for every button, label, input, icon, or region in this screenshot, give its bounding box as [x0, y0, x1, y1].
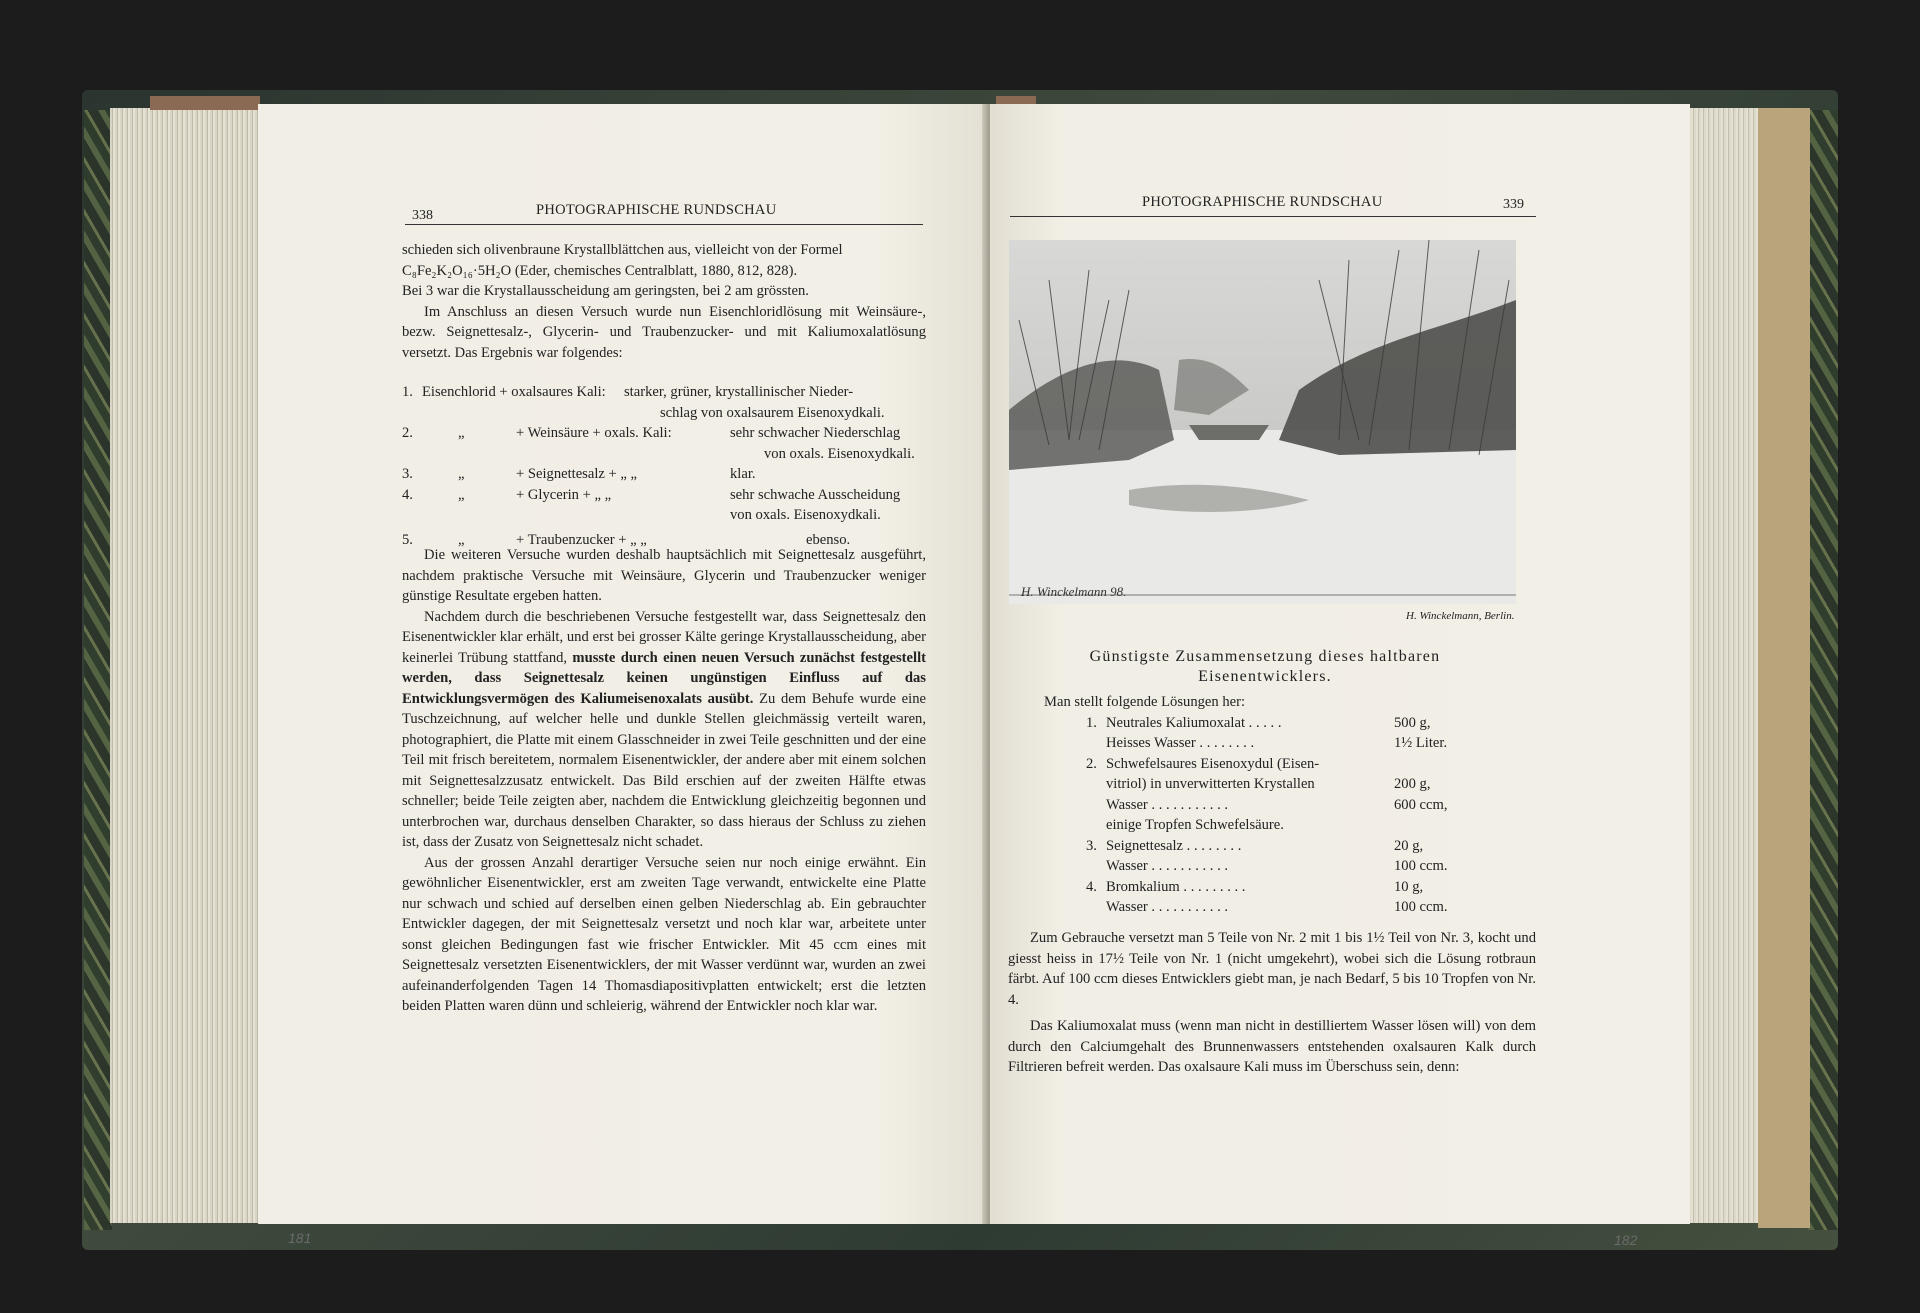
paragraph-gebrauch: Zum Gebrauche versetzt man 5 Teile von Nr. 2 mit 1 bis 1½ Teil von Nr. 3, kocht und giesst heiss in 17½ Teile von Nr. 1 (nicht umgekehrt), wobei sich die Lösung rotbraun färbt. Auf 100 ccm dieses Entwicklers giebt man, je nach Bedarf, 5 bis 10 Tropfen von Nr. 4.: [1008, 930, 1536, 1008]
right-page-number: 339: [1503, 197, 1524, 212]
recipe-num: 2.: [1086, 755, 1097, 772]
recipe-row: [1044, 877, 1534, 898]
photo-image: [1009, 240, 1516, 604]
experiment-result-cont: von oxals. Eisenoxydkali.: [730, 507, 881, 523]
section-heading: [1010, 648, 1520, 686]
experiment-num: 3.: [402, 466, 413, 482]
cover-marbling-right: [1808, 110, 1838, 1230]
headband-left: [150, 96, 260, 110]
recipe-amount: 100 ccm.: [1394, 899, 1448, 915]
experiment-row: [402, 485, 932, 506]
section-heading-line2: Eisenentwicklers.: [1198, 668, 1332, 685]
experiment-mix: Eisenchlorid + oxalsaures Kali:: [422, 384, 606, 400]
experiment-mix: + Seignettesalz + „ „: [516, 466, 638, 482]
left-text-top: [402, 240, 926, 363]
experiment-result: starker, grüner, krystallinischer Nieder-: [624, 384, 854, 400]
experiment-num: 1.: [402, 384, 413, 400]
cover-marbling-left: [84, 110, 112, 1230]
left-head-rule: [405, 224, 923, 225]
experiment-row: [402, 464, 932, 485]
left-page-number: 338: [412, 208, 433, 223]
recipe-row: [1044, 836, 1534, 857]
right-running-head: PHOTOGRAPHISCHE RUNDSCHAU: [1142, 194, 1383, 210]
recipe-text: Heisses Wasser . . . . . . . .: [1106, 735, 1255, 751]
recipe-num: 3.: [1086, 837, 1097, 854]
recipe-amount: 200 g,: [1394, 776, 1431, 792]
recipe-amount: 1½ Liter.: [1394, 735, 1448, 751]
left-text-bottom: [402, 545, 926, 1017]
right-text-bottom: [1008, 928, 1536, 1078]
paragraph-nachdem-a: Nachdem durch die beschriebenen Versuche festgestellt war, dass Seignettesalz den Eisenentwickler klar erhält, und erst bei grosser Kälte geringe Krystallausscheidung, aber keinerlei Trübung stattfand,: [402, 608, 926, 666]
recipe-row: [1044, 815, 1534, 836]
recipe-row: [1044, 774, 1534, 795]
experiment-row-cont: [402, 444, 932, 465]
recipe-row: [1044, 795, 1534, 816]
experiment-result-cont: von oxals. Eisenoxydkali.: [764, 445, 915, 462]
paragraph-nachdem-b: Zu dem Behufe wurde eine Tuschzeichnung, auf welcher helle und dunkle Stellen gleichmässig verteilt waren, photographiert, die Platte mit einem Glasschneider in zwei Teile geschnitten und der eine Teil mit frisch bereitetem, normalem Eisenentwickler, der andere aber mit einem solchen mit Seignettesalzzusatz entwickelt. Das Bild erschien auf der zweiten Hälfte etwas schneller; beide Teile zeigten aber, nachdem die Entwicklung gleichzeitig begonnen und unterbrochen war, durchaus denselben Charakter, so dass hieraus der Schluss zu ziehen ist, dass der Zusatz von Seignettesalz nicht schadet.: [402, 690, 926, 850]
paragraph-nachdem: [402, 607, 926, 853]
recipe-text: einige Tropfen Schwefelsäure.: [1106, 817, 1284, 833]
winter-landscape-photo: [1009, 240, 1516, 604]
experiment-mix: + Weinsäure + oxals. Kali:: [516, 425, 672, 441]
recipe-num: 4.: [1086, 878, 1097, 895]
right-pencil-note: 182: [1614, 1232, 1638, 1248]
experiment-ditto: „: [458, 466, 465, 482]
recipe-text: Schwefelsaures Eisenoxydul (Eisen-: [1106, 755, 1320, 772]
experiment-list: [402, 382, 932, 550]
photo-credit: H. Winckelmann, Berlin.: [1406, 610, 1515, 622]
recipe-text: Bromkalium . . . . . . . . .: [1106, 878, 1246, 895]
experiment-row: [402, 423, 932, 444]
section-heading-line1: Günstigste Zusammensetzung dieses haltbaren: [1089, 648, 1441, 665]
experiment-num: 5.: [402, 531, 413, 548]
recipe-amount: 500 g,: [1394, 714, 1431, 731]
recipe-text: Wasser . . . . . . . . . . .: [1106, 858, 1229, 874]
recipe-row: [1044, 856, 1534, 877]
experiment-result: klar.: [730, 466, 756, 482]
recipe-row: [1044, 754, 1534, 775]
recipe-row: [1044, 733, 1534, 754]
intro-line-1: schieden sich olivenbraune Krystallblättchen aus, vielleicht von der Formel: [402, 242, 843, 258]
experiment-row-cont: [402, 403, 932, 424]
intro-line-3: Bei 3 war die Krystallausscheidung am geringsten, bei 2 am grössten.: [402, 283, 809, 299]
photo-signature: H. Winckelmann 98.: [1021, 584, 1127, 599]
right-head-rule: [1010, 216, 1536, 217]
experiment-result: ebenso.: [806, 531, 851, 548]
experiment-ditto: „: [458, 425, 465, 441]
recipe-amount: 600 ccm,: [1394, 796, 1448, 813]
recipe-amount: 20 g,: [1394, 837, 1424, 854]
left-running-head: PHOTOGRAPHISCHE RUNDSCHAU: [536, 202, 777, 218]
experiment-ditto: „: [458, 486, 465, 503]
paragraph-kaliumoxalat: Das Kaliumoxalat muss (wenn man nicht in destilliertem Wasser lösen will) von dem durch den Calciumgehalt des Brunnenwassers entstehenden oxalsauren Kalk durch Filtrieren befreit werden. Das oxalsaure Kali muss im Überschuss sein, denn:: [1008, 1018, 1536, 1075]
recipe-text: Seignettesalz . . . . . . . .: [1106, 837, 1242, 854]
experiment-mix: + Traubenzucker + „ „: [516, 531, 647, 548]
recipe-row: [1044, 713, 1534, 734]
recipe-block: [1044, 692, 1534, 918]
recipe-row: [1044, 897, 1534, 918]
paper-edge-tan: [1758, 108, 1810, 1228]
experiment-row: [402, 382, 932, 403]
recipe-text: vitriol) in unverwitterten Krystallen: [1106, 776, 1315, 792]
formula-line: C₈Fe₂K₂O₁₆·5H₂O (Eder, chemisches Centralblatt, 1880, 812, 828).: [402, 262, 798, 279]
paragraph-nachdem-bold: musste durch einen neuen Versuch zunächst festgestellt werden, dass Seignettesalz keinen ungünstigen Einfluss auf das Entwicklungsvermögen des Kaliumeisenoxalats ausübt.: [402, 649, 926, 707]
recipe-intro: [1044, 692, 1534, 713]
recipe-intro-text: Man stellt folgende Lösungen her:: [1044, 694, 1246, 710]
left-pencil-note: 181: [288, 1230, 312, 1246]
experiment-result: sehr schwacher Niederschlag: [730, 425, 901, 441]
experiment-num: 4.: [402, 486, 413, 503]
recipe-num: 1.: [1086, 714, 1097, 731]
experiment-num: 2.: [402, 425, 413, 441]
recipe-text: Neutrales Kaliumoxalat . . . . .: [1106, 714, 1282, 731]
recipe-amount: 100 ccm.: [1394, 858, 1448, 874]
experiment-mix: + Glycerin + „ „: [516, 486, 612, 503]
paragraph-eisenchlorid: Im Anschluss an diesen Versuch wurde nun Eisenchloridlösung mit Weinsäure-, bezw. Seignettesalz-, Glycerin- und Traubenzucker- und mit Kaliumoxalatlösung versetzt. Das Ergebnis war folgendes:: [402, 303, 926, 361]
experiment-result: sehr schwache Ausscheidung: [730, 486, 901, 503]
experiment-row-cont: [402, 505, 932, 526]
recipe-text: Wasser . . . . . . . . . . .: [1106, 899, 1229, 915]
recipe-text: Wasser . . . . . . . . . . .: [1106, 796, 1229, 813]
experiment-result-cont: schlag von oxalsaurem Eisenoxydkali.: [660, 404, 885, 421]
paragraph-grossen: Aus der grossen Anzahl derartiger Versuche seien nur noch einige erwähnt. Ein gewöhnlicher Eisenentwickler, erst am zweiten Tage verwandt, entwickelte eine Platte nur schwach und schied auf derselben einen gelben Niederschlag ab. Ein gebrauchter Entwickler dagegen, der mit Seignettesalz versetzt und noch klar war, arbeitete unter sonst gleichen Bedingungen fast wie frischer Entwickler. Mit 45 ccm eines mit Seignettesalz versetzten Eisenentwicklers, der mit Wasser verdünnt war, wurden an zwei aufeinanderfolgenden Tagen 14 Thomasdiapositivplatten entwickelt; erst die letzten beiden Platten waren dünn und schleierig, während der Entwickler noch klar war.: [402, 854, 926, 1014]
paragraph-weitere: Die weiteren Versuche wurden deshalb hauptsächlich mit Seignettesalz ausgeführt, nachdem praktische Versuche mit Weinsäure, Glycerin und Traubenzucker weniger günstige Resultate ergeben hatten.: [402, 547, 926, 604]
page-edges-left: [110, 108, 260, 1223]
recipe-amount: 10 g,: [1394, 878, 1424, 895]
experiment-ditto: „: [458, 531, 465, 548]
